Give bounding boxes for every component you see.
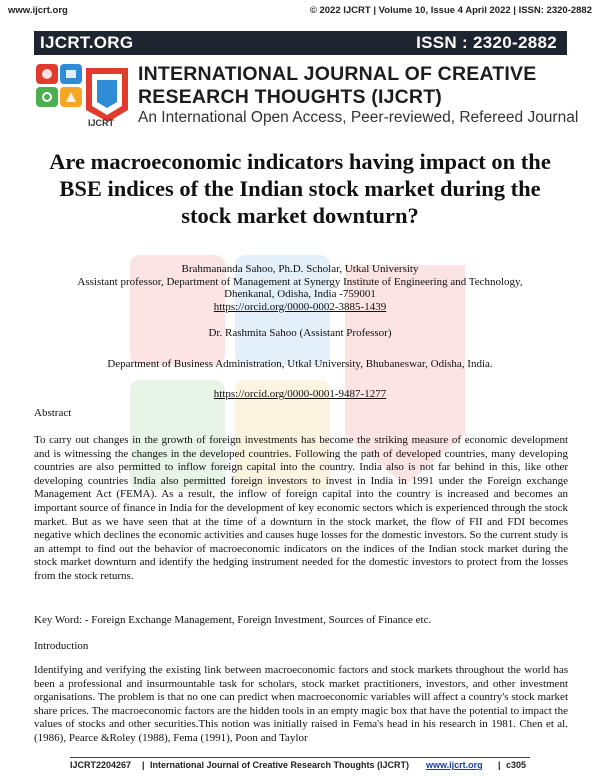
site-url[interactable]: www.ijcrt.org: [8, 5, 68, 16]
footer-journal: International Journal of Creative Research Thoughts (IJCRT): [150, 760, 410, 770]
author1-affiliation: Assistant professor, Department of Management at Synergy Institute of Engineering and Technology,: [77, 275, 523, 288]
author2-name: Dr. Rashmita Sahoo (Assistant Professor): [208, 327, 392, 339]
page-number: c305: [506, 760, 527, 770]
journal-subtitle: An International Open Access, Peer-reviewed, Refereed Journal: [138, 109, 579, 126]
paper-title: [30, 148, 570, 229]
abstract-text: To carry out changes in the growth of foreign investments has become the striking measure of economic development and is witnessing the changes in the developed countries. Following the path of developed countries, many developing countries are also permitted to inflow foreign capital into the country. India also is not far behind in this, like other developing countries India also permitted foreign investors to invest in India in 1991 under the Foreign exchange Management Act (FEMA). As a result, the inflow of foreign capital into the country is increased and becomes an important source of finance in India for the development of key economic sectors which is experienced through the stock market. But as we have seen that at the time of a downturn in the stock market, the flow of FII and FDI becomes negative which declines the economic activities and causes huge losses for the domestic investors. So the current study is an attempt to find out the behavior of macroeconomic indicators on the indices of the Indian stock market during the stock market downturn and identify the hedging instrument needed for the domestic investors to protect from the losses from the stock returns.: [34, 434, 568, 582]
author1-orcid-link[interactable]: https://orcid.org/0000-0002-3885-1439: [213, 300, 387, 313]
page-footer: [70, 757, 530, 772]
author2-affiliation: Department of Business Administration, Utkal University, Bhubaneswar, Odisha, India.: [107, 357, 493, 370]
keywords: Key Word: - Foreign Exchange Management, Foreign Investment, Sources of Finance etc.: [34, 614, 432, 626]
banner-issn: ISSN : 2320-2882: [416, 33, 557, 52]
author1-name: Brahmananda Sahoo, Ph.D. Scholar, Utkal University: [181, 263, 419, 275]
footer-url-link[interactable]: www.ijcrt.org: [426, 760, 483, 770]
logo-text: IJCRT: [88, 118, 115, 128]
journal-logo-icon: [34, 60, 134, 128]
author-block: [30, 263, 570, 401]
paper-id: IJCRT2204267: [70, 760, 132, 770]
journal-banner: [34, 31, 567, 55]
introduction-text: Identifying and verifying the existing link between macroeconomic factors and stock markets throughout the world has been a professional and insurmountable task for scholars, stock market practitioners, investors, and other investment organisations. The problem is that no one can predict when macroeconomic variables will affect a country's stock market share prices. The macroeconomic factors are the hidden tools in an empty magic box that have the potential to impact the values of stocks and other securities.This notion was initially raised in Fema's head in his research in 1981. Chen et al. (1986), Pearce &Roley (1988), Fema (1991), Poon and Taylor: [34, 664, 568, 744]
journal-title-line2: RESEARCH THOUGHTS (IJCRT): [138, 86, 443, 108]
abstract-heading: Abstract: [34, 407, 72, 419]
banner-site: IJCRT.ORG: [40, 33, 134, 52]
introduction-heading: Introduction: [34, 640, 89, 652]
paper-title-line3: stock market downturn?: [181, 203, 419, 228]
paper-title-line1: Are macroeconomic indicators having impact on the: [49, 149, 551, 174]
author1-location: Dhenkanal, Odisha, India -759001: [224, 288, 376, 300]
journal-title-line1: INTERNATIONAL JOURNAL OF CREATIVE: [138, 63, 537, 85]
author2-orcid-link[interactable]: https://orcid.org/0000-0001-9487-1277: [213, 388, 387, 400]
paper-title-line2: BSE indices of the Indian stock market during the: [59, 176, 541, 201]
running-header: [8, 5, 592, 19]
footer-separator: |: [498, 760, 501, 770]
footer-separator: |: [142, 760, 145, 770]
volume-info: © 2022 IJCRT | Volume 10, Issue 4 April 2022 | ISSN: 2320-2882: [309, 5, 592, 16]
